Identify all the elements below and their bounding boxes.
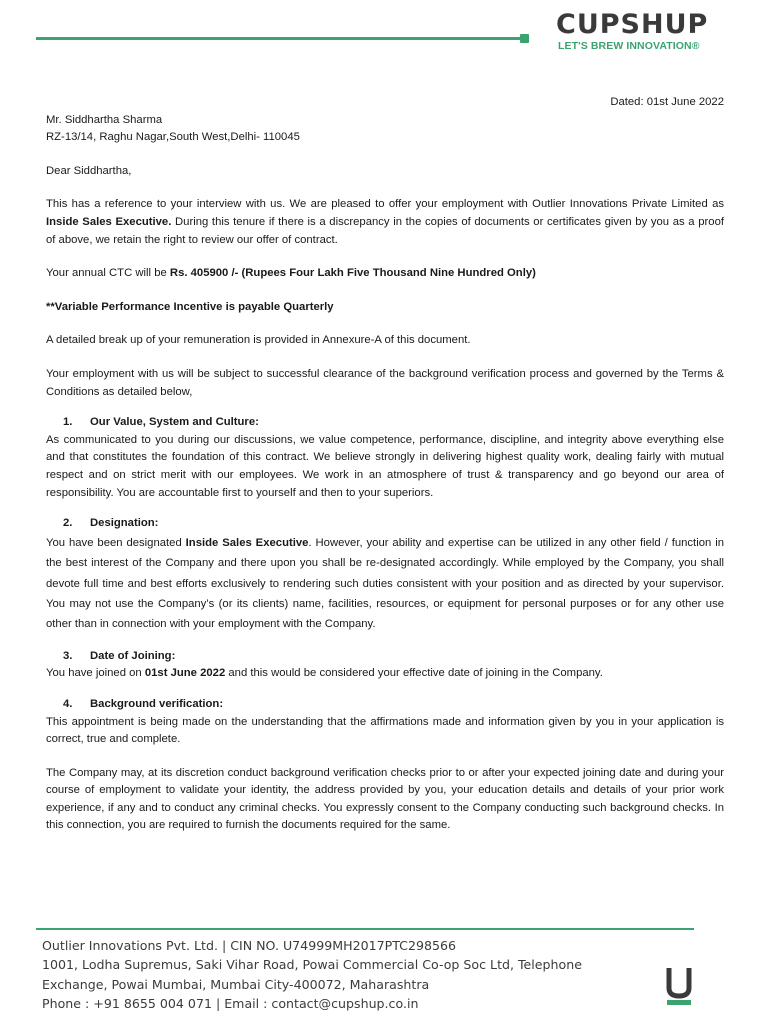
footer-company-cin: Outlier Innovations Pvt. Ltd. | CIN NO. U74999MH2017PTC298566	[42, 938, 457, 953]
section-number: 2.	[63, 517, 73, 530]
designation-text-2: . However, your ability and expertise can be utilized in any other field / function in the best interest of the Company and there upon you shall be re-designated accordingly. While employed by the Company, you shall devote full time and best efforts exclusively to rendering such duties consistent with your position and as directed by your supervisor. You may not use the Company’s (or its clients) name, facilities, resources, or equipment for personal purposes or for any other use other than in connection with your employment with the Company.	[46, 536, 724, 631]
ctc-prefix: Your annual CTC will be	[46, 267, 170, 280]
logo-wordmark: CUPSHUP	[556, 9, 709, 40]
footer-logo-icon	[666, 966, 692, 1006]
recipient-address: RZ-13/14, Raghu Nagar,South West,Delhi- 110045	[46, 131, 300, 144]
intro-paragraph	[46, 196, 724, 249]
variable-note: **Variable Performance Incentive is payable Quarterly	[46, 300, 334, 313]
salutation: Dear Siddhartha,	[46, 164, 132, 177]
breakup-note: A detailed break up of your remuneration is provided in Annexure-A of this document.	[46, 334, 471, 347]
intro-text-1: This has a reference to your interview with us. We are pleased to offer your employment with Outlier Innovations Private Limited as	[46, 198, 724, 211]
joining-text-1: You have joined on	[46, 667, 145, 680]
section-text-background: This appointment is being made on the understanding that the affirmations made and information given by you in your application is correct, true and complete.	[46, 715, 724, 746]
designation-role: Inside Sales Executive	[185, 536, 309, 549]
section-number: 4.	[63, 697, 73, 710]
section-text-background-checks: The Company may, at its discretion conduct background verification checks prior to or after your expected joining date and during your course of employment to validate your identity, the address provided by you, your education details and details of your prior work experience, if any and to conduct any criminal checks. You expressly consent to the Company conducting such background checks. In this connection, you are required to furnish the documents required for the same.	[46, 766, 724, 832]
footer-contact-line: Phone : +91 8655 004 071 | Email : contact@cupshup.co.in	[42, 996, 419, 1012]
recipient-name: Mr. Siddhartha Sharma	[46, 113, 163, 126]
section-title-text: Our Value, System and Culture:	[90, 416, 259, 429]
section-number: 3.	[63, 649, 73, 662]
footer-divider	[36, 928, 694, 930]
letter-body	[46, 94, 724, 835]
header-divider-end	[520, 34, 529, 43]
ctc-paragraph	[46, 265, 724, 283]
section-title-text: Date of Joining:	[90, 649, 176, 662]
joining-date: 01st June 2022	[144, 667, 226, 680]
header-divider	[36, 37, 520, 40]
section-title-values	[46, 414, 724, 432]
section-title-text: Designation:	[90, 517, 159, 530]
joining-text-2: and this would be considered your effective date of joining in the Company.	[225, 667, 603, 680]
ctc-amount: Rs. 405900 /- (Rupees Four Lakh Five Thousand Nine Hundred Only)	[169, 267, 536, 280]
footer-contact	[42, 936, 652, 1014]
logo-tagline: LET'S BREW INNOVATION®	[558, 40, 700, 52]
company-logo	[556, 9, 709, 52]
footer-address-2: Exchange, Powai Mumbai, Mumbai City-400072, Maharashtra	[42, 976, 430, 992]
section-text-joining	[46, 665, 724, 683]
footer-address-1: 1001, Lodha Supremus, Saki Vihar Road, Powai Commercial Co-op Soc Ltd, Telephone	[42, 957, 582, 973]
terms-intro: Your employment with us will be subject to successful clearance of the background verification process and governed by the Terms & Conditions as detailed below,	[46, 367, 724, 398]
section-text-designation	[46, 533, 724, 635]
section-title-joining	[46, 648, 724, 666]
section-title-background	[46, 696, 724, 714]
designation-text-1: You have been designated	[46, 536, 186, 549]
letter-date: Dated: 01st June 2022	[610, 96, 724, 108]
section-title-designation	[46, 515, 724, 533]
section-text-values: As communicated to you during our discussions, we value competence, performance, discipline, and integrity above everything else and that constitutes the foundation of this contract. We believe strongly in delivering highest quality work, dealing fairly with mutual respect and on strict merit with our employees. We work in an atmosphere of trust & transparency and go beyond our area of responsibility. You are accountable first to yourself and then to your superiors.	[46, 433, 724, 499]
intro-text-2: During this tenure if there is a discrepancy in the copies of documents or certificates given by you as a proof of above, we retain the right to review our offer of contract.	[46, 215, 724, 246]
section-title-text: Background verification:	[90, 697, 224, 710]
intro-role: Inside Sales Executive.	[46, 215, 172, 228]
section-number: 1.	[63, 416, 73, 429]
